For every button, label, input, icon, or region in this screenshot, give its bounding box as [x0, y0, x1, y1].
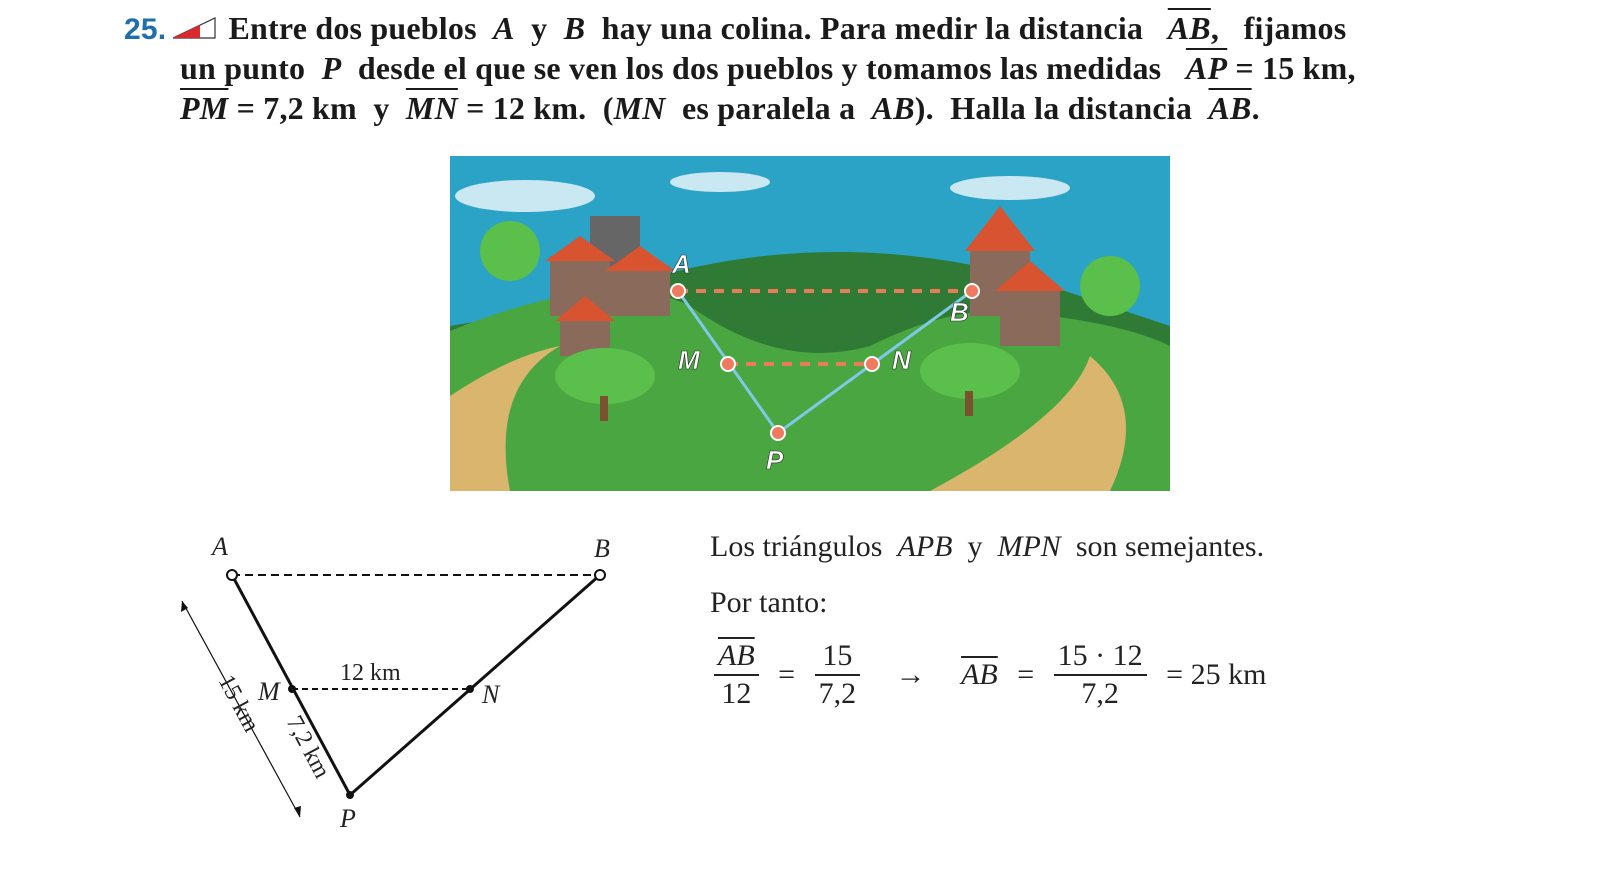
equals-sign: =: [778, 658, 796, 691]
segment-ab-ref: AB: [871, 90, 915, 126]
text-fragment: = 15 km,: [1235, 50, 1356, 86]
fraction-ab-12: [714, 638, 759, 712]
landscape-drawing: [450, 156, 1170, 491]
segment-ab-result: $\overline{AB}$: [961, 658, 998, 691]
text-fragment: (: [602, 90, 614, 126]
fraction-denominator: 12: [721, 677, 752, 710]
solution-line-2: Por tanto:: [710, 586, 828, 619]
solution-line-1: [710, 530, 1264, 564]
fraction-denominator: 7,2: [818, 677, 857, 710]
illus-label-b: B: [950, 297, 969, 327]
fraction-numerator: 15 · 12: [1054, 638, 1147, 676]
text-fragment: hay una colina. Para medir la distancia: [601, 10, 1144, 46]
label-p: P: [340, 804, 356, 833]
solution-equation: [710, 638, 1274, 712]
text-fragment: y: [967, 530, 983, 563]
fraction-product: [1054, 638, 1147, 712]
equals-sign: =: [1017, 658, 1035, 691]
label-ap-length: 15 km: [212, 670, 265, 737]
label-mn-length: 12 km: [340, 660, 401, 686]
text-fragment: Halla la distancia: [950, 90, 1193, 126]
fraction-denominator: 7,2: [1081, 677, 1119, 710]
triangle-diagram: [170, 525, 650, 865]
text-fragment: son semejantes.: [1075, 530, 1265, 563]
point-b: [595, 570, 605, 580]
label-n: N: [482, 680, 500, 709]
text-fragment: .: [1251, 90, 1260, 126]
point-n: [466, 685, 474, 693]
point-p: [346, 791, 354, 799]
point-a: [227, 570, 237, 580]
text-fragment: = 7,2 km: [236, 90, 357, 126]
problem-line-2: [180, 50, 1356, 87]
text-fragment: desde el que se ven los dos pueblos y tomamos las medidas: [357, 50, 1162, 86]
point-p-ref: P: [321, 50, 342, 86]
illus-label-n: N: [892, 345, 911, 375]
text-fragment: = 12 km.: [466, 90, 587, 126]
label-m: M: [258, 677, 280, 706]
arrow-icon: →: [895, 658, 926, 691]
text-fragment: y: [373, 90, 390, 126]
label-b: B: [594, 534, 610, 563]
segment-ap-line: [232, 575, 350, 795]
illus-label-p: P: [766, 445, 784, 475]
label-a: A: [212, 532, 228, 561]
point-m: [288, 685, 296, 693]
text-fragment: ,: [1210, 10, 1220, 46]
result-value: = 25 km: [1166, 658, 1267, 691]
segment-pm: $\overline{PM}$: [180, 90, 229, 126]
problem-line-1: [124, 10, 1346, 53]
label-pm-length: 7,2 km: [280, 711, 335, 783]
problem-number: 25.: [124, 13, 167, 46]
segment-ab: $\overline{AB}$: [1208, 90, 1252, 126]
point-a-ref: A: [493, 10, 515, 46]
text-fragment: y: [531, 10, 548, 46]
text-fragment: es paralela a: [682, 90, 856, 126]
text-fragment: un punto: [180, 50, 306, 86]
problem-line-3: [180, 90, 1260, 127]
segment-mn-ref: MN: [613, 90, 666, 126]
triangle-mpn: MPN: [997, 530, 1061, 563]
landscape-illustration: [450, 156, 1170, 491]
text-fragment: Los triángulos: [710, 530, 883, 563]
illus-label-m: M: [678, 345, 700, 375]
fraction-numerator: 15: [815, 638, 861, 676]
fraction-15-72: [815, 638, 861, 712]
triangle-svg: [170, 525, 650, 865]
fraction-numerator: $\overline{AB}$: [714, 638, 759, 676]
triangle-apb: APB: [897, 530, 953, 563]
point-b-ref: B: [563, 10, 586, 46]
text-fragment: ).: [914, 90, 934, 126]
illus-label-a: A: [672, 249, 691, 279]
text-fragment: fijamos: [1243, 10, 1347, 46]
difficulty-icon: [172, 10, 216, 47]
segment-ap: $\overline{AP}$: [1185, 50, 1228, 86]
segment-ab: $\overline{AB}$: [1167, 10, 1211, 46]
segment-mn: $\overline{MN}$: [405, 90, 458, 126]
text-fragment: Entre dos pueblos: [228, 10, 477, 46]
